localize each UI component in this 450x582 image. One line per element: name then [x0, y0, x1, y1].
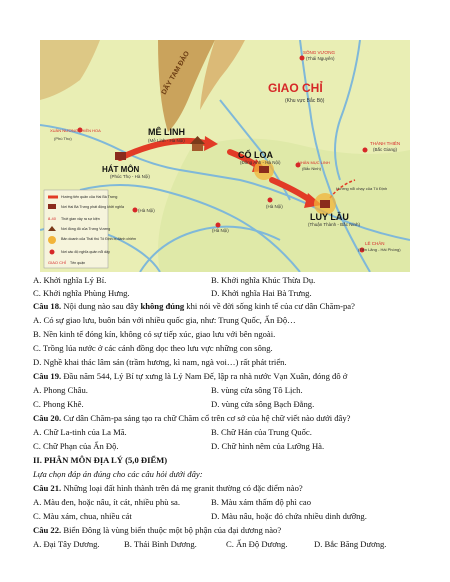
q18-option-a: A. Có sự giao lưu, buôn bán với nhiều quốc gia, như: Trung Quốc, Ấn Độ… [33, 315, 296, 325]
q20-option-d: D. Chữ hình nêm của Lưỡng Hà. [211, 441, 325, 451]
label-xuan-nuong: XUÂN NƯƠNG THIÊN HOA [50, 128, 101, 133]
q18-stem [33, 301, 355, 312]
q21-option-d: D. Màu nâu, hoặc đỏ chứa nhiều dinh dưỡng. [211, 511, 367, 521]
q22-option-a: A. Đại Tây Dương. [33, 539, 100, 549]
label-hai-phong: (Tiên Lãng - Hải Phòng) [358, 247, 401, 252]
label-thanh-thien: THÀNH THIÊN [370, 141, 401, 146]
place-coloa: CỔ LOA [238, 150, 273, 160]
q20-stem [33, 413, 350, 424]
legend-item-1: Hướng tiến quân của Hai Bà Trưng [61, 195, 118, 199]
q20-option-a: A. Chữ La-tinh của La Mã. [33, 427, 127, 437]
q19-number: Câu 19. [33, 371, 62, 381]
label-bac-ninh: (Bắc Ninh) [302, 166, 321, 171]
label-thai-nguyen: (Thái Nguyên) [306, 56, 335, 61]
label-bac-giang: (Bắc Giang) [373, 147, 398, 152]
legend-tenquan: Tên quận [70, 261, 86, 265]
region-subtitle: (Khu vực Bắc Bộ) [285, 98, 325, 104]
label-hanoi-3: (Hà Nội) [266, 204, 283, 209]
legend-item-6: Nơi các độ nghĩa quân nổi dậy [61, 250, 110, 254]
q18-number: Câu 18. [33, 301, 62, 311]
q18-option-d: D. Nghề khai thác lâm sản (trầm hương, kì nam, ngà voi…) rất phát triển. [33, 357, 287, 367]
legend-item-4: Nơi đóng đô của Trưng Vương [61, 227, 111, 231]
legend-item-2: Nơi Hai Bà Trưng phát động khởi nghĩa [61, 205, 125, 209]
q17-option-d: D. Khởi nghĩa Hai Bà Trưng. [211, 288, 312, 298]
place-hatmon-sub: (Phúc Thọ - Hà Nội) [110, 174, 150, 179]
q22-option-b: B. Thái Bình Dương. [124, 539, 197, 549]
legend-item-3: Thời gian xảy ra sự kiện [61, 217, 100, 221]
place-melinh: MÊ LINH [148, 127, 185, 137]
q19-option-b: B. vùng cửa sông Tô Lịch. [211, 385, 303, 395]
q18-option-c: C. Trồng lúa nước ở các cánh đồng dọc theo lưu vực những con sông. [33, 343, 273, 353]
section-title [33, 455, 167, 466]
q20-option-b: B. Chữ Hán của Trung Quốc. [211, 427, 312, 437]
q21-option-a: A. Màu đen, hoặc nâu, ít cát, nhiều phù sa. [33, 497, 181, 507]
q21-option-b: B. Màu xám thấm độ phì cao [211, 497, 312, 507]
q19-stem [33, 371, 347, 382]
section-title-text: II. PHÂN MÔN ĐỊA LÝ (5,0 ĐIỂM) [33, 455, 168, 465]
q18-text-pre: Nội dung nào sau đây [61, 301, 141, 311]
label-hanoi-1: (Hà Nội) [138, 208, 155, 213]
label-le-chan: LÊ CHÂN [365, 241, 385, 246]
label-huong-noi: Hướng nổi chạy của Tô Định [336, 186, 388, 191]
label-hanoi-2: (Hà Nội) [212, 228, 229, 233]
place-coloa-sub: (Đông Anh - Hà Nội) [240, 160, 281, 165]
section-instruction: Lựa chọn đáp án đúng cho các câu hỏi dưới đây: [33, 469, 203, 479]
q17-option-b: B. Khởi nghĩa Khúc Thừa Dụ. [211, 275, 316, 285]
q20-number: Câu 20. [33, 413, 62, 423]
q20-option-c: C. Chữ Phạn của Ấn Độ. [33, 441, 119, 451]
q22-number: Câu 22. [33, 525, 62, 535]
legend-year: 8-40 [48, 216, 57, 221]
legend-giaochi: GIAO CHỈ [48, 260, 67, 265]
q21-text: Những loại đất hình thành trên đá mẹ granit thường có đặc điểm nào? [61, 483, 303, 493]
place-luylau-sub: (Thuận Thành - Bắc Ninh) [308, 222, 360, 227]
mountain-label: DÃY TAM ĐẢO [160, 50, 192, 96]
q21-option-c: C. Màu xám, chua, nhiều cát [33, 511, 132, 521]
q21-stem [33, 483, 303, 494]
label-nhan-muc: NHÂN MỤC LINH [298, 160, 330, 165]
q22-text: Biển Đông là vùng biển thuộc một bộ phận của đại dương nào? [61, 525, 282, 535]
q22-option-d: D. Bắc Băng Dương. [314, 539, 387, 549]
q19-text: Đầu năm 544, Lý Bí tự xưng là Lý Nam Đế, lập ra nhà nước Vạn Xuân, đóng đô ở [61, 371, 348, 381]
place-hatmon: HÁT MÔN [102, 165, 140, 174]
q22-stem [33, 525, 281, 536]
label-song-vuong: SÔNG VƯƠNG [303, 50, 335, 55]
q21-number: Câu 21. [33, 483, 62, 493]
q18-text-post: khi nói về đời sống kinh tế của cư dân Chăm-pa? [184, 301, 355, 311]
q18-bold: không đúng [140, 301, 185, 311]
q17-option-c: C. Khởi nghĩa Phùng Hưng. [33, 288, 130, 298]
place-melinh-sub: (Mê Linh - Hà Nội) [148, 138, 185, 143]
legend-item-5: Bản doanh của Thái thú Tô Định bị đánh chiếm [61, 237, 136, 241]
q19-option-d: D. vùng cửa sông Bạch Đằng. [211, 399, 315, 409]
region-title: GIAO CHỈ [268, 81, 323, 95]
q18-option-b: B. Nền kinh tế đóng kín, không có sự tiếp xúc, giao lưu với bên ngoài. [33, 329, 276, 339]
q20-text: Cư dân Chăm-pa sáng tạo ra chữ Chăm cổ trên cơ sở của hệ chữ viết nào dưới đây? [61, 413, 351, 423]
q17-option-a: A. Khởi nghĩa Lý Bí. [33, 275, 107, 285]
label-phu-tho: (Phú Thọ) [54, 136, 72, 141]
place-luylau: LUY LÂU [310, 212, 349, 222]
q19-option-a: A. Phong Châu. [33, 385, 88, 395]
q22-option-c: C. Ấn Độ Dương. [226, 539, 288, 549]
q19-option-c: C. Phong Khê. [33, 399, 84, 409]
